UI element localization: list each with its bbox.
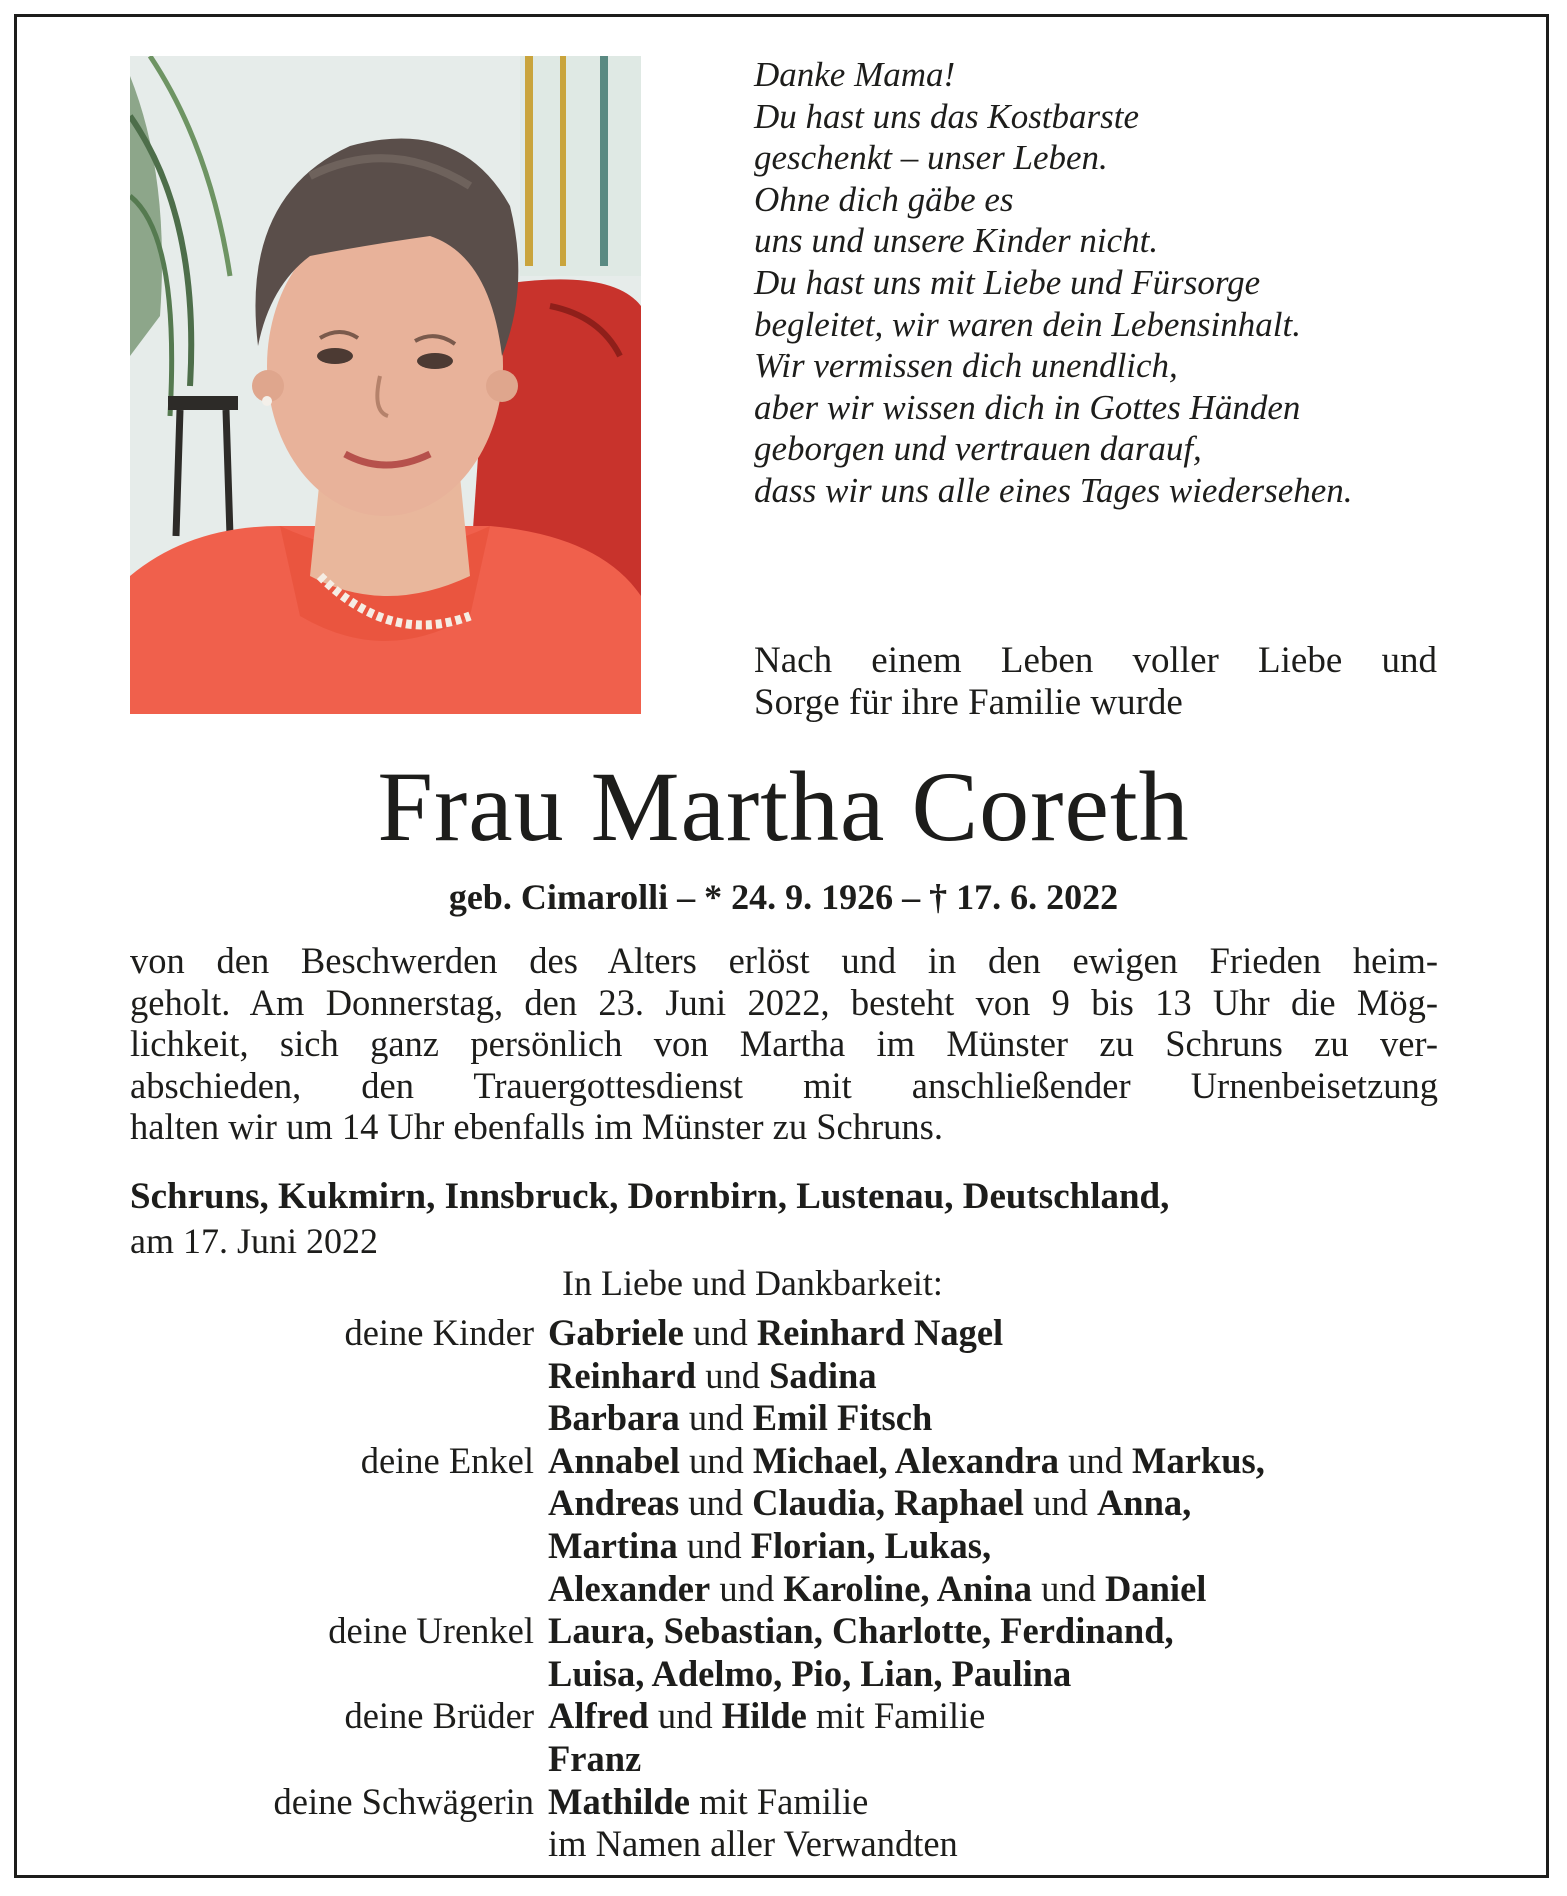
mourner-name: Emil Fitsch	[752, 1397, 933, 1439]
poem-line: begleitet, wir waren dein Lebensinhalt.	[754, 304, 1301, 344]
body-line: geholt. Am Donnerstag, den 23. Juni 2022, besteht von 9 bis 13 Uhr die Mög-	[130, 981, 1438, 1023]
portrait-photo	[130, 56, 641, 714]
relation-label: deine Enkel	[360, 1439, 534, 1481]
mourner-row	[130, 1781, 1470, 1824]
connector-text: und	[710, 1567, 784, 1609]
poem	[754, 54, 1454, 512]
mourner-name: Karoline, Anina	[783, 1567, 1033, 1609]
mourner-row	[130, 1653, 1470, 1696]
mourner-name: Laura, Sebastian, Charlotte, Ferdinand,	[548, 1610, 1174, 1652]
relation-label	[130, 1823, 548, 1866]
connector-text: mit Familie	[689, 1780, 869, 1822]
mourner-name: Barbara	[548, 1397, 680, 1439]
mourner-name: Andreas	[548, 1482, 680, 1524]
gratitude-line: In Liebe und Dankbarkeit:	[562, 1263, 943, 1303]
mourner-names	[548, 1355, 877, 1398]
mourner-names	[548, 1568, 1206, 1611]
mourners-list	[130, 1312, 1470, 1866]
mourner-names	[548, 1312, 1003, 1355]
mourner-name: Alfred	[548, 1695, 649, 1737]
mourner-names	[548, 1695, 985, 1738]
mourner-name: Michael, Alexandra	[752, 1439, 1060, 1481]
connector-text: und	[1032, 1567, 1106, 1609]
body-line: abschieden, den Trauergottesdienst mit anschließender Urnenbeisetzung	[130, 1064, 1438, 1106]
birth-death-dates: geb. Cimarolli – * 24. 9. 1926 – † 17. 6. 2022	[448, 877, 1119, 917]
mourner-row	[130, 1823, 1470, 1866]
mourner-row	[130, 1610, 1470, 1653]
mourner-names	[548, 1440, 1265, 1483]
mourner-names	[548, 1781, 868, 1824]
intro-line: Nach einem Leben voller Liebe und	[754, 640, 1437, 681]
mourner-name: Claudia, Raphael	[752, 1482, 1024, 1524]
poem-line: Danke Mama!	[754, 55, 956, 94]
relation-label: deine Kinder	[344, 1312, 534, 1353]
mourner-name: Martina	[548, 1524, 678, 1566]
mourner-row	[130, 1568, 1470, 1611]
mourner-names	[548, 1823, 958, 1866]
connector-text: mit Familie	[806, 1695, 986, 1737]
mourner-names	[548, 1738, 641, 1781]
mourner-name: Reinhard	[548, 1354, 697, 1396]
poem-line: Wir vermissen dich unendlich,	[754, 346, 1178, 386]
mourner-name: Hilde	[721, 1695, 807, 1737]
poem-line: Ohne dich gäbe es	[754, 179, 1014, 219]
mourner-row	[130, 1397, 1470, 1440]
mourner-row	[130, 1312, 1470, 1355]
mourner-name: Markus,	[1132, 1439, 1265, 1481]
mourner-name: Reinhard Nagel	[756, 1312, 1004, 1353]
mourner-row	[130, 1738, 1470, 1781]
mourner-name: Sadina	[769, 1354, 877, 1396]
body-line: lichkeit, sich ganz persönlich von Martha im Münster zu Schruns zu ver-	[130, 1023, 1438, 1064]
intro-text	[754, 640, 1437, 724]
poem-line: Du hast uns das Kostbarste	[754, 96, 1140, 136]
connector-text: und	[696, 1354, 770, 1396]
connector-text: und	[679, 1439, 753, 1481]
poem-line: Du hast uns mit Liebe und Fürsorge	[754, 262, 1261, 302]
connector-text: und	[677, 1524, 751, 1566]
mourner-names	[548, 1653, 1071, 1696]
mourner-row	[130, 1695, 1470, 1738]
relation-label: deine Schwägerin	[273, 1780, 534, 1822]
mourner-row	[130, 1482, 1470, 1525]
connector-text: und	[679, 1482, 753, 1524]
announcement-body	[130, 940, 1438, 1148]
relation-label	[130, 1653, 548, 1696]
relation-label	[130, 1397, 548, 1440]
place-date: am 17. Juni 2022	[130, 1221, 378, 1261]
relation-label	[130, 1738, 548, 1781]
connector-text: und	[679, 1397, 753, 1439]
poem-line: geborgen und vertrauen darauf,	[754, 429, 1202, 469]
places-list: Schruns, Kukmirn, Innsbruck, Dornbirn, Lustenau, Deutschland,	[130, 1176, 1170, 1217]
mourner-name: Annabel	[548, 1439, 680, 1481]
mourner-name: Alexander	[548, 1567, 711, 1609]
mourner-names	[548, 1610, 1174, 1653]
intro-line: Sorge für ihre Familie wurde	[754, 682, 1183, 723]
mourner-names	[548, 1525, 991, 1568]
mourner-names	[548, 1397, 932, 1440]
mourner-names	[548, 1482, 1191, 1525]
mourner-name: Gabriele	[548, 1312, 684, 1353]
connector-text: und	[683, 1312, 757, 1353]
connector-text: und	[648, 1695, 722, 1737]
relation-label	[130, 1568, 548, 1611]
relation-label: deine Brüder	[344, 1695, 534, 1737]
poem-line: uns und unsere Kinder nicht.	[754, 221, 1159, 261]
mourner-name: Luisa, Adelmo, Pio, Lian, Paulina	[548, 1652, 1072, 1694]
body-line: halten wir um 14 Uhr ebenfalls im Münster zu Schruns.	[130, 1106, 943, 1147]
poem-line: dass wir uns alle eines Tages wiedersehen.	[754, 470, 1353, 510]
mourner-name: Florian, Lukas,	[750, 1524, 992, 1566]
deceased-name: Frau Martha Coreth	[377, 751, 1190, 862]
connector-text: im Namen aller Verwandten	[548, 1823, 958, 1865]
mourner-name: Daniel	[1105, 1567, 1207, 1609]
mourner-name: Franz	[548, 1737, 642, 1779]
relation-label	[130, 1525, 548, 1568]
poem-line: geschenkt – unser Leben.	[754, 138, 1108, 178]
mourner-name: Mathilde	[548, 1780, 690, 1822]
connector-text: und	[1023, 1482, 1097, 1524]
mourner-row	[130, 1440, 1470, 1483]
body-line: von den Beschwerden des Alters erlöst und in den ewigen Frieden heim-	[130, 940, 1438, 981]
relation-label	[130, 1355, 548, 1398]
mourner-name: Anna,	[1096, 1482, 1192, 1524]
relation-label	[130, 1482, 548, 1525]
connector-text: und	[1059, 1439, 1133, 1481]
relation-label: deine Urenkel	[328, 1610, 534, 1652]
poem-line: aber wir wissen dich in Gottes Händen	[754, 387, 1301, 427]
mourner-row	[130, 1355, 1470, 1398]
mourner-row	[130, 1525, 1470, 1568]
